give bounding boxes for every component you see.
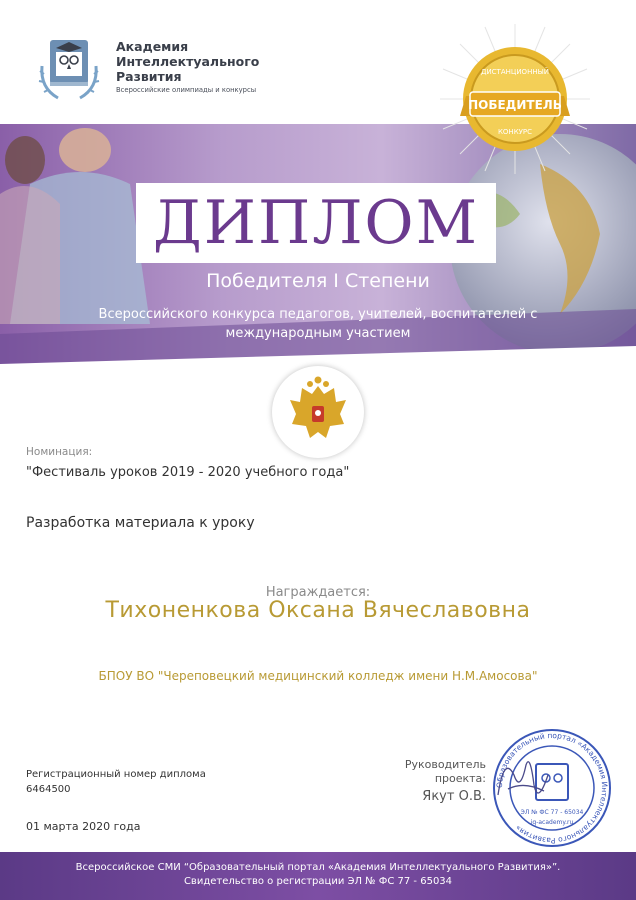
title-box (136, 183, 496, 263)
issue-date: 01 марта 2020 года (26, 820, 141, 833)
contest-name: Всероссийского конкурса педагогов, учителей, воспитателей с международным участием (98, 307, 538, 341)
signer-name: Якут О.В. (422, 789, 486, 804)
seal-bottom-text: КОНКУРС (497, 128, 533, 136)
stamp-reg-text: ЭЛ № ФС 77 - 65034 (520, 809, 584, 816)
seal-ribbon-text: ПОБЕДИТЕЛЬ (468, 98, 562, 112)
nomination-label: Номинация: (26, 446, 93, 458)
organization-name: БПОУ ВО "Череповецкий медицинский колледж имени Н.М.Амосова" (98, 669, 538, 683)
registration-number: 6464500 (26, 784, 71, 795)
logo (36, 36, 276, 106)
award-label: Награждается: (265, 585, 371, 600)
logo-subtitle: Всероссийские олимпиады и конкурсы (116, 86, 257, 94)
stamp-ring-text: Образовательный портал «Академия Интеллектуального Развития» (494, 730, 610, 846)
diploma-title: ДИПЛОМ (152, 188, 480, 258)
coat-of-arms-icon (272, 366, 364, 458)
seal-top-text: ДИСТАНЦИОННЫЙ (480, 68, 550, 76)
footer-bar (0, 852, 636, 900)
degree-text: Победителя I Степени (206, 270, 430, 292)
winner-name: Тихоненкова Оксана Вячеславовна (105, 598, 531, 623)
footer-media-line: Всероссийское СМИ “Образовательный портал «Академия Интеллектуального Развития»”. (75, 862, 561, 873)
signer-role: Руководитель проекта: (404, 758, 486, 785)
footer-registration-line: Свидетельство о регистрации ЭЛ № ФС 77 - 65034 (183, 876, 453, 887)
nomination-value: "Фестиваль уроков 2019 - 2020 учебного года" (26, 465, 350, 480)
academy-owl-icon (36, 36, 102, 106)
work-title: Разработка материала к уроку (26, 515, 255, 531)
logo-title: Академия Интеллектуального Развития (116, 39, 260, 84)
registration-label: Регистрационный номер диплома (26, 769, 206, 780)
handwritten-signature (490, 745, 560, 815)
stamp-site-text: iq-academy.ru (530, 819, 574, 826)
winner-seal-badge (440, 24, 590, 174)
